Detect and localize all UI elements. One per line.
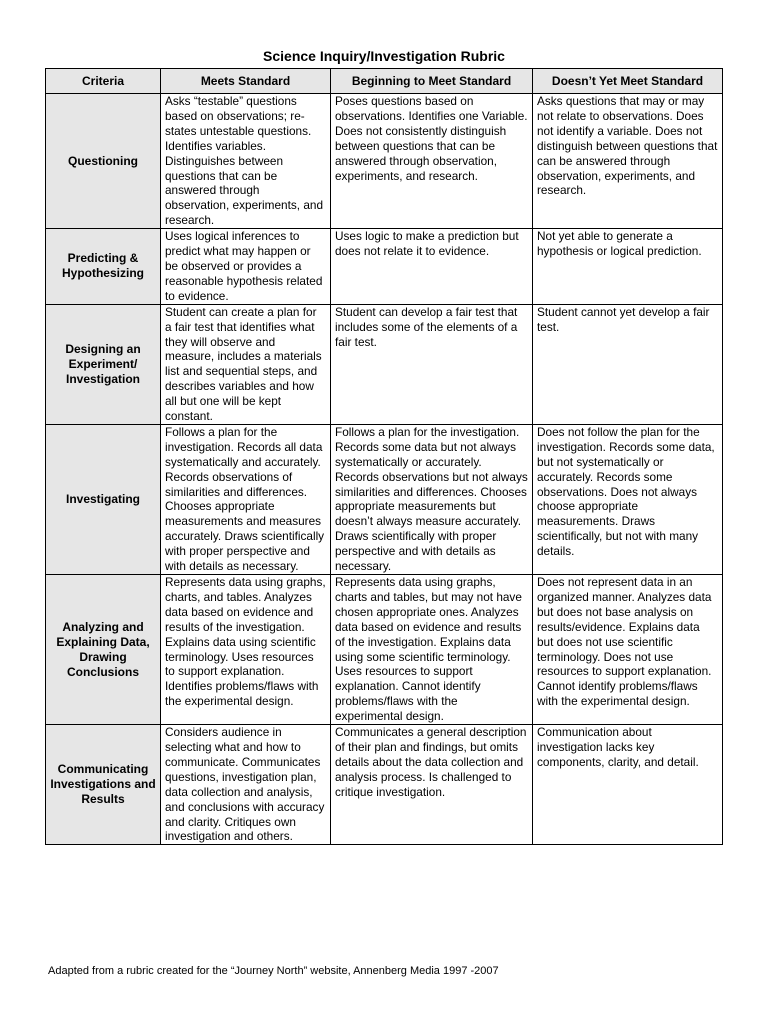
table-row <box>46 424 723 574</box>
table-row <box>46 94 723 229</box>
not-yet-cell: Does not follow the plan for the investigation. Records some data, but not systematically or accurately. Records some observations. Does not always choose appropriate measurements. Draws scientifically, but not with many details. <box>533 424 723 574</box>
header-criteria: Criteria <box>46 69 161 94</box>
rubric-table <box>45 68 723 845</box>
not-yet-cell: Does not represent data in an organized manner. Analyzes data but does not base analysis on results/evidence. Explains data but does not use scientific terminology. Does not use resources to support explanation. Cannot identify problems/flaws with the experimental design. <box>533 575 723 725</box>
beginning-cell: Uses logic to make a prediction but does not relate it to evidence. <box>331 229 533 305</box>
table-row <box>46 575 723 725</box>
not-yet-cell: Not yet able to generate a hypothesis or logical prediction. <box>533 229 723 305</box>
meets-cell: Asks “testable” questions based on observations; re-states untestable questions. Identifies variables. Distinguishes between questions that can be answered through observation, experiments, and research. <box>161 94 331 229</box>
table-row <box>46 229 723 305</box>
header-meets-standard: Meets Standard <box>161 69 331 94</box>
not-yet-cell: Student cannot yet develop a fair test. <box>533 304 723 424</box>
table-row <box>46 304 723 424</box>
not-yet-cell: Communication about investigation lacks key components, clarity, and detail. <box>533 725 723 845</box>
not-yet-cell: Asks questions that may or may not relate to observations. Does not identify a variable. Does not distinguish between questions that can be answered through observation, experiments, and research. <box>533 94 723 229</box>
beginning-cell: Represents data using graphs, charts and tables, but may not have chosen appropriate ones. Analyzes data based on evidence and results of the investigation. Explains data using some scientific terminology. Uses resources to support explanation. Cannot identify problems/flaws with the experimental design. <box>331 575 533 725</box>
meets-cell: Represents data using graphs, charts, and tables. Analyzes data based on evidence and results of the investigation. Explains data using scientific terminology. Uses resources to support explanation. Identifies problems/flaws with the experimental design. <box>161 575 331 725</box>
footer-citation: Adapted from a rubric created for the “Journey North” website, Annenberg Media 1997 -2007 <box>48 965 499 977</box>
beginning-cell: Poses questions based on observations. Identifies one Variable. Does not consistently distinguish between questions that can be answered through observation, experiments, and research. <box>331 94 533 229</box>
criteria-cell: Predicting & Hypothesizing <box>46 229 161 305</box>
criteria-cell: Investigating <box>46 424 161 574</box>
criteria-cell: Analyzing and Explaining Data, Drawing Conclusions <box>46 575 161 725</box>
beginning-cell: Communicates a general description of their plan and findings, but omits details about the data collection and analysis process. Is challenged to critique investigation. <box>331 725 533 845</box>
criteria-cell: Designing an Experiment/ Investigation <box>46 304 161 424</box>
header-row <box>46 69 723 94</box>
meets-cell: Student can create a plan for a fair test that identifies what they will observe and measure, includes a materials list and sequential steps, and describes variables and how all but one will be kept constant. <box>161 304 331 424</box>
meets-cell: Follows a plan for the investigation. Records all data systematically and accurately. Records observations of similarities and differences. Chooses appropriate measurements and measures accurately. Draws scientifically with proper perspective and with details as necessary. <box>161 424 331 574</box>
beginning-cell: Student can develop a fair test that includes some of the elements of a fair test. <box>331 304 533 424</box>
header-beginning-standard: Beginning to Meet Standard <box>331 69 533 94</box>
table-row <box>46 725 723 845</box>
header-not-yet-standard: Doesn’t Yet Meet Standard <box>533 69 723 94</box>
meets-cell: Considers audience in selecting what and how to communicate. Communicates questions, investigation plan, data collection and analysis, and conclusions with accuracy and clarity. Critiques own investigation and others. <box>161 725 331 845</box>
page-title: Science Inquiry/Investigation Rubric <box>263 48 505 64</box>
criteria-cell: Communicating Investigations and Results <box>46 725 161 845</box>
criteria-cell: Questioning <box>46 94 161 229</box>
beginning-cell: Follows a plan for the investigation. Records some data but not always systematically or accurately. Records observations but not always similarities and differences. Chooses appropriate measurements but doesn’t always measure accurately. Draws scientifically with proper perspective and with details as necessary. <box>331 424 533 574</box>
meets-cell: Uses logical inferences to predict what may happen or be observed or provides a reasonable hypothesis related to evidence. <box>161 229 331 305</box>
